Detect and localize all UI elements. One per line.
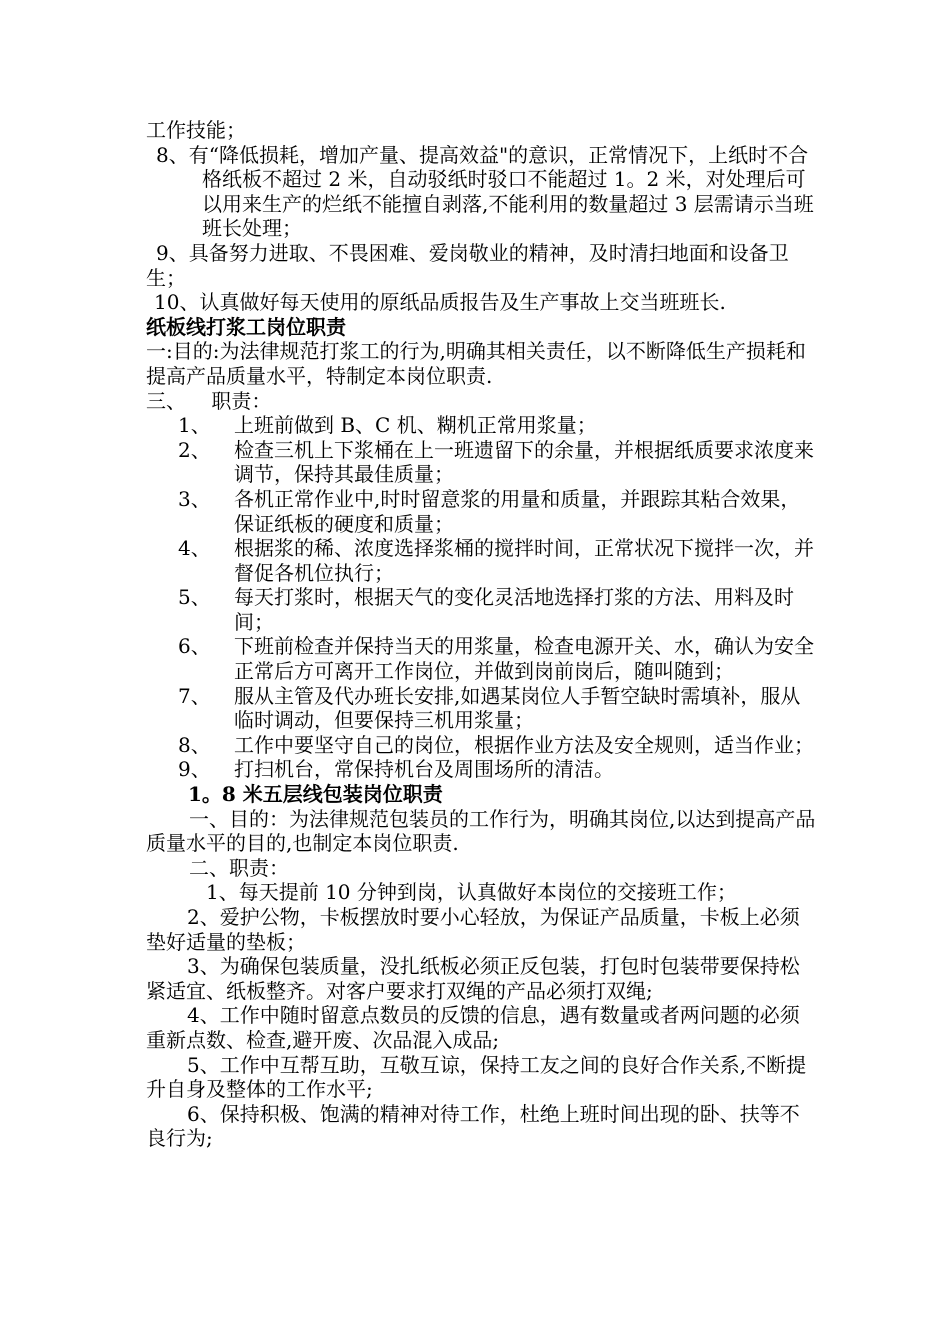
document-body [146, 118, 818, 1151]
list-item-number: 6、 [178, 634, 211, 659]
list-item-text: 下班前检查并保持当天的用浆量，检查电源开关、水，确认为安全正常后方可离开工作岗位，并做到岗前岗后，随叫随到； [234, 634, 814, 684]
paste-purpose: 一:目的:为法律规范打浆工的行为,明确其相关责任，以不断降低生产损耗和提高产品质量水平，特制定本岗位职责. [146, 339, 806, 388]
section-title-paste-worker: 纸板线打浆工岗位职责 [146, 314, 346, 339]
list-item [146, 413, 818, 438]
paste-duty-list [146, 413, 818, 782]
list-item-text: 上班前做到 B、C 机、糊机正常用浆量； [234, 413, 597, 438]
list-item [146, 634, 818, 683]
packing-purpose: 一、目的：为法律规范包装员的工作行为，明确其岗位,以达到提高产品质量水平的目的,也制定本岗位职责. [146, 806, 816, 856]
packing-item-3: 3、为确保包装质量，没扎纸板必须正反包装，打包时包装带要保持松紧适宜、纸板整齐。对客户要求打双绳的产品必须打双绳; [146, 954, 800, 1003]
section-title-packing: 1。8 米五层线包装岗位职责 [188, 782, 443, 807]
list-item-number: 5、 [178, 585, 211, 610]
list-item-text: 每天打浆时，根据天气的变化灵活地选择打浆的方法、用料及时间； [234, 585, 794, 634]
list-item-number: 7、 [178, 683, 211, 708]
paragraph-work-skill: 工作技能； [146, 118, 246, 142]
list-item-text: 根据浆的稀、浓度选择浆桶的搅拌时间，正常状况下搅拌一次，并督促各机位执行； [234, 536, 814, 585]
packing-item-2: 2、爱护公物，卡板摆放时要小心轻放，为保证产品质量，卡板上必须垫好适量的垫板； [146, 905, 800, 954]
list-item-number: 4、 [178, 536, 211, 561]
packing-duty-heading: 二、职责： [189, 855, 289, 880]
list-item [146, 438, 818, 487]
list-item-number: 8、 [178, 732, 211, 757]
list-item-number: 3、 [178, 486, 211, 511]
list-item [146, 684, 818, 733]
list-item [146, 585, 818, 634]
list-item-text: 服从主管及代办班长安排,如遇某岗位人手暂空缺时需填补，服从临时调动，但要保持三机用浆量； [234, 683, 801, 733]
list-item-number: 2、 [178, 437, 211, 462]
packing-item-1: 1、每天提前 10 分钟到岗，认真做好本岗位的交接班工作； [206, 880, 737, 905]
list-item-text: 检查三机上下浆桶在上一班遗留下的余量，并根据纸质要求浓度来调节，保持其最佳质量； [234, 437, 814, 487]
paragraph-item-9: 9、具备努力进取、不畏困难、爱岗敬业的精神，及时清扫地面和设备卫生； [146, 240, 789, 290]
list-item-text: 打扫机台，常保持机台及周围场所的清洁。 [234, 757, 614, 782]
list-item [146, 757, 818, 782]
paragraph-item-10: 10、认真做好每天使用的原纸品质报告及生产事故上交当班班长. [154, 290, 726, 315]
packing-item-6: 6、保持积极、饱满的精神对待工作，杜绝上班时间出现的卧、扶等不良行为; [146, 1101, 800, 1151]
paste-duty-heading: 三、 职责： [146, 388, 272, 413]
list-item-text: 各机正常作业中,时时留意浆的用量和质量，并跟踪其粘合效果，保证纸板的硬度和质量； [234, 486, 801, 536]
list-item-text: 工作中要坚守自己的岗位，根据作业方法及安全规则，适当作业； [234, 732, 814, 757]
list-item-number: 9、 [178, 757, 211, 782]
paragraph-item-8: 8、有“降低损耗，增加产量、提高效益"的意识，正常情况下，上纸时不合格纸板不超过 2 米，自动驳纸时驳口不能超过 1。2 米，对处理后可以用来生产的烂纸不能擅自剥落,不能利用的数量超过 3 层需请示当班班长处理； [156, 142, 814, 241]
packing-item-5: 5、工作中互帮互助，互敬互谅，保持工友之间的良好合作关系,不断提升自身及整体的工作水平; [146, 1052, 807, 1102]
list-item [146, 536, 818, 585]
list-item-number: 1、 [178, 413, 211, 438]
packing-item-4: 4、工作中随时留意点数员的反馈的信息，遇有数量或者两问题的必须重新点数、检查,避开废、次品混入成品; [146, 1003, 800, 1052]
list-item [146, 733, 818, 758]
list-item [146, 487, 818, 536]
